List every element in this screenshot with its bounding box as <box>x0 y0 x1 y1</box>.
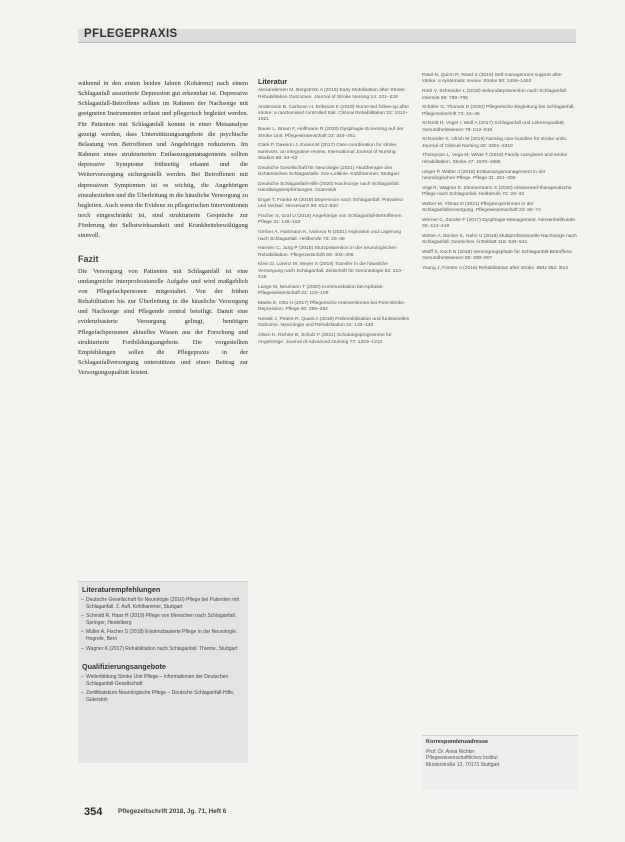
reference-entry: Wolff S, Koch N (2018) Versorgungspfade für Schlaganfall-Betroffene. Gesundheitswesen 80: 900–907 <box>422 250 574 262</box>
correspondence-box <box>422 735 578 790</box>
article-body <box>78 79 248 378</box>
body-paragraph: während in den ersten beiden Jahren (Kohärenz) nach einem Schlaganfall assoziierte Depression gut erkennbar ist. Depressive Schlaganfall-Betroffene sollten im Rahmen der Nachsorge mit geeigneten Instrumenten erfasst und pflegerisch begleitet werden. Für Patienten mit Schlaganfall konnte in einer Metaanalyse gezeigt werden, dass Unterstützungsangebote die psychische Belastung von Betroffenen und Angehörigen reduzieren. Im Rahmen eines strukturierten Entlassungsmanagements sollten depressive Symptome frühzeitig erkannt und die Weiterversorgung sichergestellt werden. Bei Betroffenen mit depressiven Symptomen ist es wichtig, die Angehörigen einzubeziehen und die Überleitung in die häusliche Versorgung zu begleiten. Auch wenn die Evidenz zu pflegerischen Interventionen noch eingeschränkt ist, sind strukturierte Gespräche zur Förderung der Selbstwirksamkeit und Krankheitsbewältigung sinnvoll. <box>78 80 248 240</box>
author-address-line: Pflegewissenschaftliches Institut <box>426 755 498 762</box>
reference-entry: Fischer S, Graf U (2018) Angehörige von Schlaganfall-Betroffenen. Pflege 31: 145–152 <box>258 214 403 226</box>
reference-entry: Schmitt H, Vogel I, Wolf A (2017) Schlaganfall und Lebensqualität. Gesundheitswesen 79: 512–519 <box>422 121 565 133</box>
reference-entry: Alexandersen M, Bergström A (2019) Early Mobilisation after Stroke: Rehabilitation Outcomes. Journal of Stroke Nursing 14: 221–228 <box>258 88 406 100</box>
journal-source: Pflegezeitschrift 2018, Jg. 71, Heft 6 <box>118 808 227 815</box>
reference-entry: Patel N, Quinn R, Reed S (2019) Self-management support after stroke: a systematic review. Stroke 50: 1456–1463 <box>422 73 562 85</box>
qualification-item: – Weiterbildung Stroke Unit Pflege – Informationen der Deutschen Schlaganfall-Gesellschaft <box>86 674 244 687</box>
literature-column-2 <box>422 73 578 276</box>
literature-heading: Literatur <box>258 77 288 86</box>
reference-entry: Deutsche Schlaganfall-Hilfe (2020) Nachsorge nach Schlaganfall. Handlungsempfehlungen. Gütersloh <box>258 181 400 194</box>
qualification-item: – Zertifikatskurs Neurologische Pflege – Deutsche Schlaganfall-Hilfe, Gütersloh <box>86 690 244 703</box>
reference-entry: Winter A, Becker K, Hahn U (2019) Multiprofessionelle Nachsorge nach Schlaganfall. Deutsches Ärzteblatt 116: 534–541 <box>422 233 577 246</box>
reference-entry: Gerber A, Hartmann K, Ivanova N (2021) Aspiration und Lagerung nach Schlaganfall. Heilberufe 73: 33–38 <box>258 230 401 242</box>
reference-entry: Thompson L, Vega M, White T (2016) Family caregivers and stroke rehabilitation. Stroke 47: 1678–1685 <box>422 153 568 165</box>
reference-entry: Vogt R, Wagner E, Zimmermann S (2020) Aktivierend-therapeutische Pflege nach Schlaganfall. Heilberufe 72: 29–33 <box>422 185 572 198</box>
correspondence-heading: Korrespondenzadresse <box>426 739 489 745</box>
reference-entry: Schneider K, Ulrich M (2019) Nursing care bundles for stroke units. Journal of Clinical Nursing 28: 3301–3310 <box>422 137 568 149</box>
reference-entry: Nowak J, Peters R, Quast A (2018) Frühmobilisation und funktionelles Outcome. Neurologie und Rehabilitation 24: 133–140 <box>258 317 410 329</box>
reference-entry: Clark P, Dawson J, Evans M (2017) Care coordination for stroke survivors: an integrative review. International Journal of Nursing Studies 68: 54–63 <box>258 143 397 162</box>
reference-entry: Weber M, Yilmaz D (2021) Pflegeexpertinnen in der Schlaganfallversorgung. Pflegewissenschaft 23: 66–74 <box>422 201 541 214</box>
reference-entry: Klein D, Lorenz W, Meyer S (2019) Transfer in die häusliche Versorgung nach Schlaganfall. Zeitschrift für Gerontologie 52: 210–218 <box>258 262 404 281</box>
recommendation-item: – Wagner K (2017) Rehabilitation nach Schlaganfall. Thieme, Stuttgart <box>86 646 244 653</box>
author-address-line: Musterstraße 12, 70173 Stuttgart <box>426 761 500 768</box>
page-number: 354 <box>84 806 103 818</box>
reference-entry: Deutsche Gesellschaft für Neurologie (2021) Akuttherapie des ischämischen Schlaganfalls. S2e-Leitlinie. Kohlhammer, Stuttgart <box>258 165 400 178</box>
reference-entry: Olsen K, Richter B, Schulz F (2021) Schulungsprogramme für Angehörige. Journal of Advanced Nursing 77: 1203–1212 <box>258 333 392 345</box>
reference-entry: Andersson B, Carlsson H, Eriksson K (2018) Nurse-led follow-up after stroke: a randomised controlled trial. Clinical Rehabilitation 32: 1012–1021 <box>258 104 410 123</box>
recommendations-heading: Literaturempfehlungen <box>82 585 161 594</box>
literature-column-1 <box>258 79 411 349</box>
reference-entry: Bauer L, Braun F, Hoffmann R (2020) Dysphagie-Screening auf der Stroke Unit. Pflegewissenschaft 22: 344–351 <box>258 127 404 139</box>
reference-entry: Unger P, Walter J (2018) Entlassungsmanagement in der neurologischen Pflege. Pflege 31: 201–209 <box>422 169 546 182</box>
section-title: PFLEGEPRAXIS <box>84 28 178 40</box>
reference-entry: Schäfer G, Thomas D (2020) Pflegerische Begleitung bei Schlaganfall. Pflegezeitschrift 73: 44–48 <box>422 105 575 117</box>
reference-entry: Engel T, Franke M (2019) Depression nach Schlaganfall: Prävalenz und Verlauf. Nervenarzt 90: 812–820 <box>258 197 404 210</box>
recommendations-box <box>78 581 248 763</box>
qualification-heading: Qualifizierungsangebote <box>82 662 166 672</box>
author-name: Prof. Dr. Anna Richter <box>426 749 475 755</box>
reference-entry: Young J, Forster A (2016) Rehabilitation after stroke. BMJ 352: i812 <box>422 266 569 272</box>
recommendation-item: – Deutsche Gesellschaft für Neurologie (2016) Pflege bei Patienten mit Schlaganfall. 2. Aufl. Kohlhammer, Stuttgart <box>86 597 244 610</box>
body-paragraph: Die Versorgung von Patienten mit Schlaganfall ist eine umfangreiche interprofessionelle Aufgabe und wird maßgeblich von Pflegefachpersonen mitgestaltet. Von der frühen Rehabilitation bis zur Überleitung in die häusliche Versorgung und Nachsorge sind Pflegende zentral beteiligt. Damit eine evidenzbasierte Versorgung gelingt, benötigen Pflegefachpersonen aktuelles Wissen aus der Forschung und strukturierte Fortbildungsangebote. Die vorgestellten Empfehlungen sollen die Pflegepraxis in der Schlaganfallversorgung unterstützen und einen Beitrag zur Versorgungsqualität leisten. <box>78 267 248 377</box>
reference-entry: Martin E, Otto H (2017) Pflegerische Interventionen bei Post-Stroke-Depression. Pflege 30: 255–262 <box>258 300 406 313</box>
reference-entry: Werner C, Zander F (2017) Dysphagie-Management. Nervenheilkunde 36: 412–418 <box>422 217 575 230</box>
reference-entry: Roth V, Schneider L (2018) Sekundärprävention nach Schlaganfall. Internist 59: 788–795 <box>422 89 568 101</box>
recommendation-item: – Müller A, Fischer S (2018) Evidenzbasierte Pflege in der Neurologie. Hogrefe, Bern <box>86 629 244 642</box>
reference-entry: Hansen C, Jung P (2016) Sturzprävention in der neurologischen Rehabilitation. Pflegezeitschrift 69: 402–406 <box>258 246 397 258</box>
reference-entry: Lange M, Neumann T (2020) Kommunikation bei Aphasie. Pflegewissenschaft 22: 102–109 <box>258 284 384 297</box>
fazit-heading: Fazit <box>78 253 99 264</box>
recommendation-item: – Schmidt R, Haas H (2019) Pflege von Menschen nach Schlaganfall. Springer, Heidelberg <box>86 613 244 626</box>
